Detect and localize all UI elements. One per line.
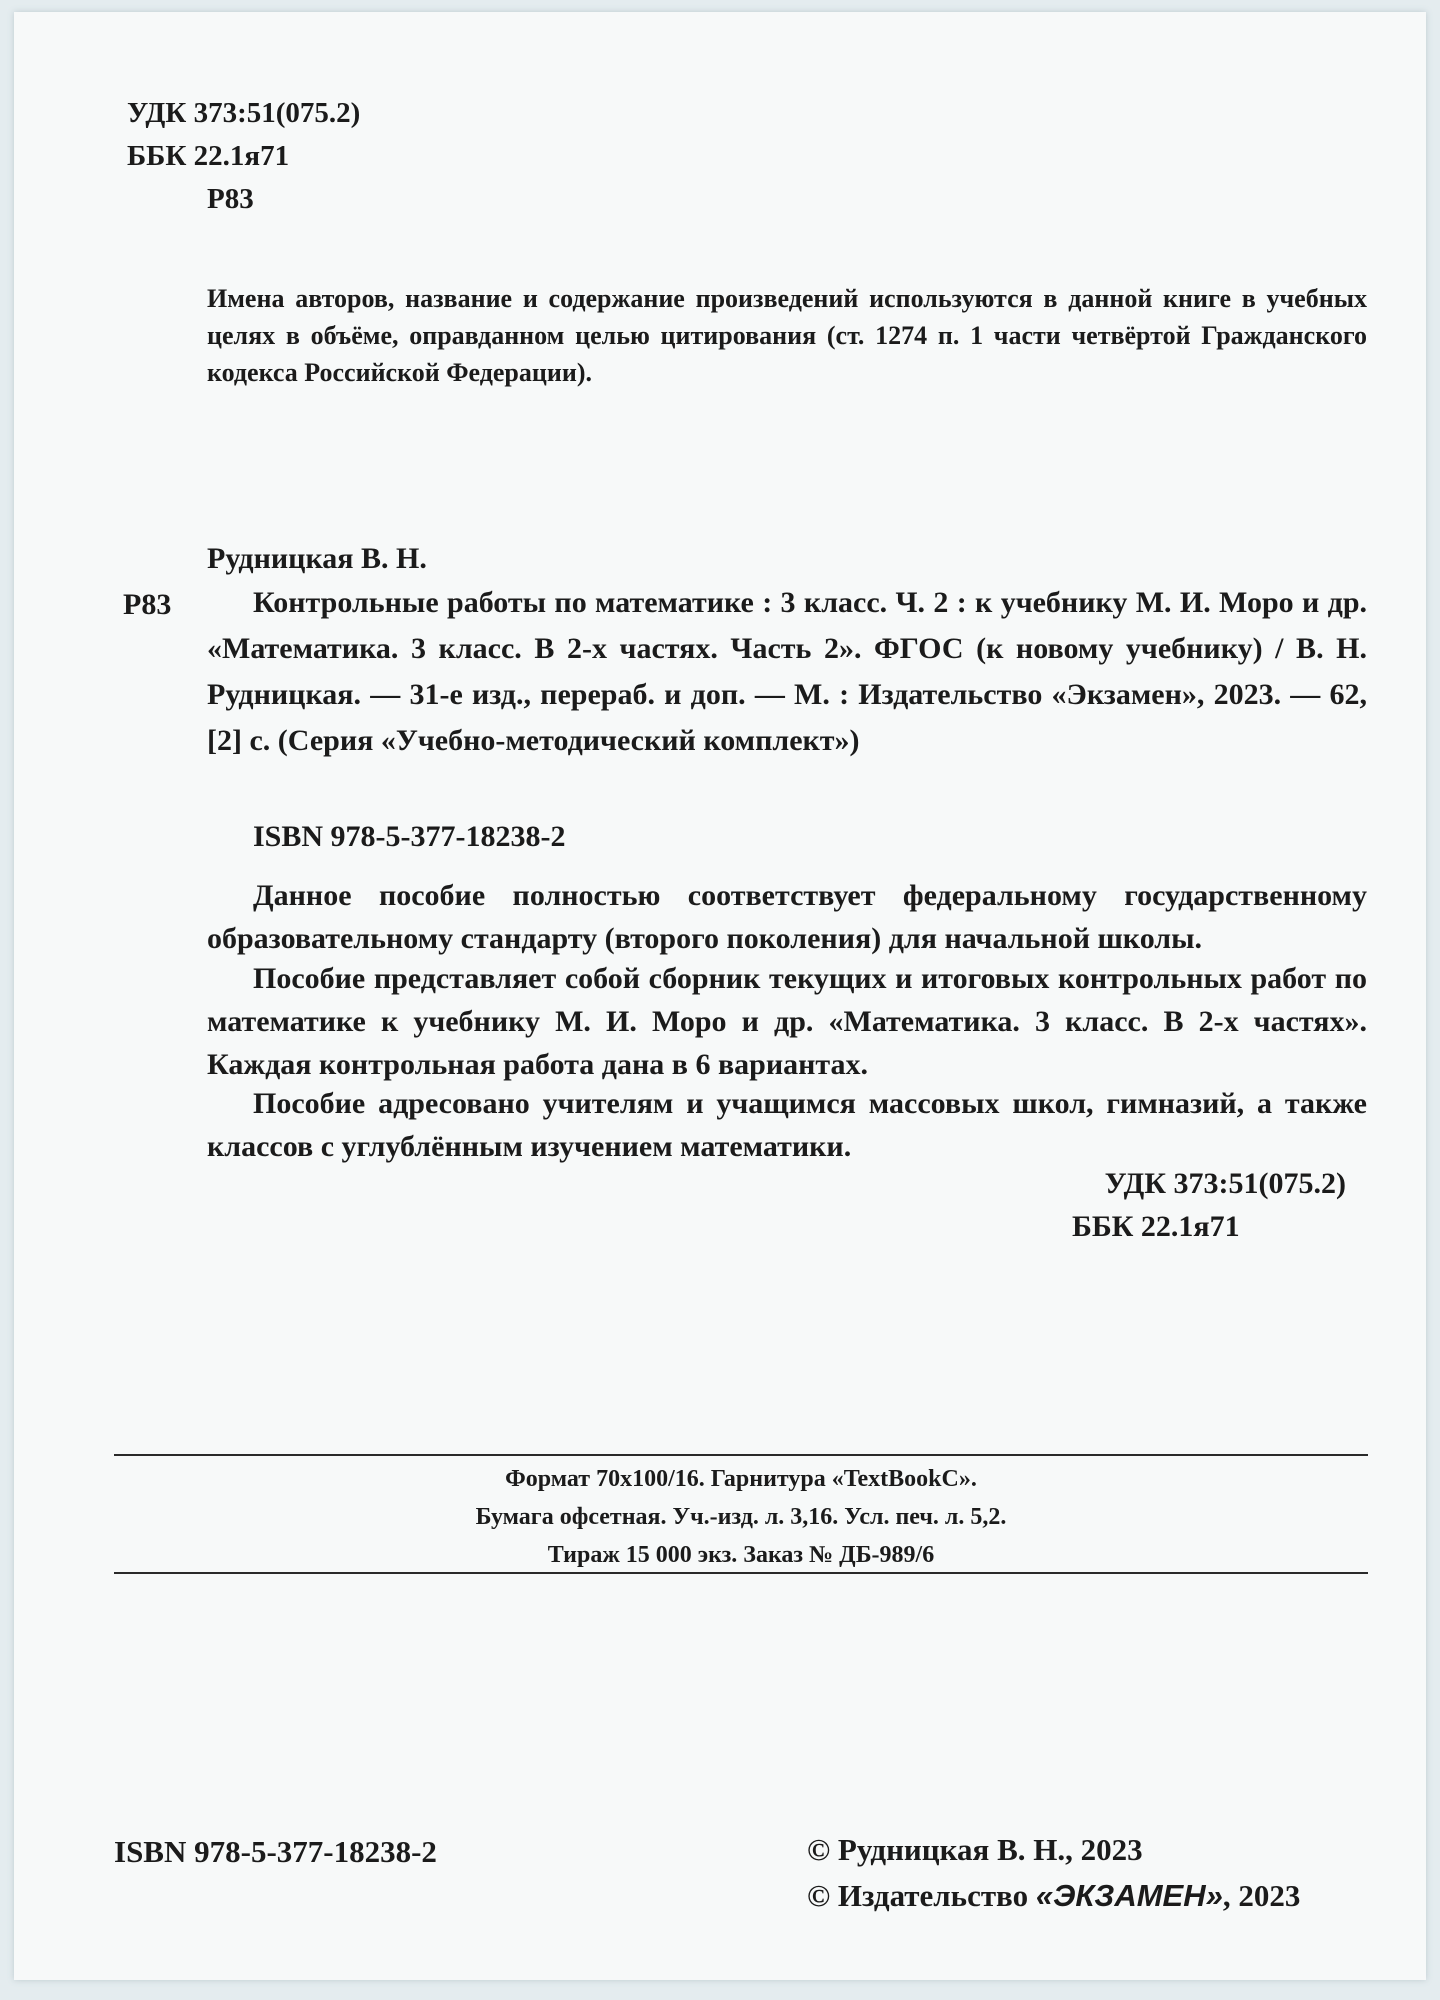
header-author-code: Р83 (207, 183, 254, 215)
imprint-paper-line: Бумага офсетная. Уч.-изд. л. 3,16. Усл. печ. л. 5,2. (475, 1504, 1007, 1530)
record-author-code: Р83 (123, 588, 172, 621)
copyright-author: © Рудницкая В. Н., 2023 (807, 1832, 1143, 1867)
imprint-bottom-rule (114, 1572, 1368, 1574)
bibliographic-description: Контрольные работы по математике : 3 класс. Ч. 2 : к учебнику М. И. Моро и др. «Математика. 3 класс. В 2-х частях. Часть 2». ФГОС (к новому учебнику) / В. Н. Рудницкая. — 31-е изд., перераб. и доп. — М. : Издательство «Экзамен», 2023. — 62, [2] с. (Серия «Учебно-методический комплект») (207, 586, 1367, 757)
citation-notice: Имена авторов, название и содержание произведений используются в данной книге в учебных целях в объёме, оправданном целью цитирования (ст. 1274 п. 1 части четвёртой Гражданского кодекса Российской Федерации). (207, 284, 1367, 387)
publisher-name: «ЭКЗАМЕН» (1035, 1878, 1223, 1913)
classification-bbk: ББК 22.1я71 (1072, 1210, 1240, 1243)
record-author: Рудницкая В. Н. (207, 542, 427, 575)
record-isbn: ISBN 978-5-377-18238-2 (253, 820, 566, 853)
header-udk: УДК 373:51(075.2) (127, 97, 361, 129)
copyright-publisher (807, 1876, 1300, 1916)
annotation-paragraph-1: Данное пособие полностью соответствует федеральному государственному образовательному стандарту (второго поколения) для начальной школы. (207, 879, 1367, 955)
annotation-paragraph-3: Пособие адресовано учителям и учащимся массовых школ, гимназий, а также классов с углублённым изучением математики. (207, 1087, 1367, 1163)
annotation-paragraph-2: Пособие представляет собой сборник текущих и итоговых контрольных работ по математике к учебнику М. И. Моро и др. «Математика. 3 класс. В 2-х частях». Каждая контрольная работа дана в 6 вариантах. (207, 962, 1367, 1081)
imprint-format-line: Формат 70х100/16. Гарнитура «TextBookC». (505, 1466, 977, 1492)
header-bbk: ББК 22.1я71 (127, 140, 290, 172)
imprint-top-rule (114, 1454, 1368, 1456)
copyright-publisher-prefix: © Издательство (807, 1878, 1036, 1913)
classification-udk: УДК 373:51(075.2) (1104, 1167, 1346, 1200)
imprint-page (14, 12, 1426, 1980)
imprint-circulation-line: Тираж 15 000 экз. Заказ № ДБ-989/6 (547, 1542, 935, 1568)
copyright-publisher-suffix: , 2023 (1222, 1878, 1301, 1913)
footer-isbn: ISBN 978-5-377-18238-2 (114, 1834, 437, 1869)
